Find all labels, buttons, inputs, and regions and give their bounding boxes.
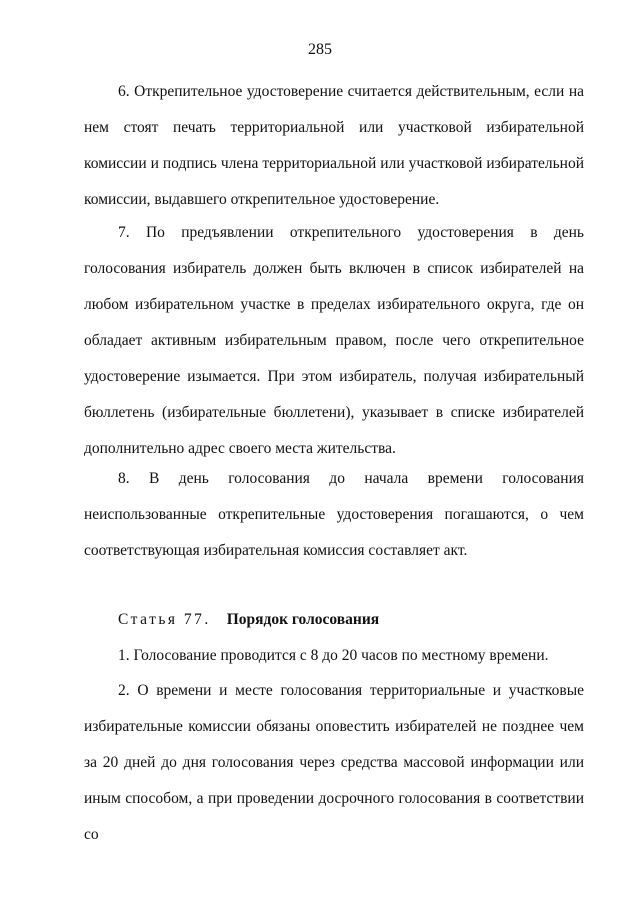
article-title: Порядок голосования — [226, 611, 380, 628]
article-number: Статья 77. — [118, 611, 211, 628]
paragraph-8: 8. В день голосования до начала времени голосования неиспользованные открепительные удостоверения погашаются, о чем соответствующая избирательная комиссия составляет акт. — [84, 470, 584, 559]
article-paragraph-1: 1. Голосование проводится с 8 до 20 часов по местному времени. — [118, 647, 549, 664]
paragraph-7: 7. По предъявлении открепительного удостоверения в день голосования избиратель должен быть включен в список избирателей на любом избирательном участке в пределах избирательного округа, где он обладает активным избирательным правом, после чего открепительное удостоверение изымается. При этом избиратель, получая избирательный бюллетень (избирательные бюллетени), указывает в списке избирателей дополнительно адрес своего места жительства. — [84, 224, 584, 457]
page-number: 285 — [308, 41, 332, 58]
article-heading — [118, 602, 584, 638]
paragraph-6: 6. Открепительное удостоверение считается действительным, если на нем стоят печать территориальной или участковой избирательной комиссии и подпись члена территориальной или участковой избирательной комиссии, выдавшего открепительное удостоверение. — [84, 83, 584, 208]
article-paragraph-2: 2. О времени и месте голосования территориальные и участковые избирательные комиссии обязаны оповестить избирателей не позднее чем за 20 дней до дня голосования через средства массовой информации или иным способом, а при проведении досрочного голосования в соответствии со — [84, 682, 584, 843]
